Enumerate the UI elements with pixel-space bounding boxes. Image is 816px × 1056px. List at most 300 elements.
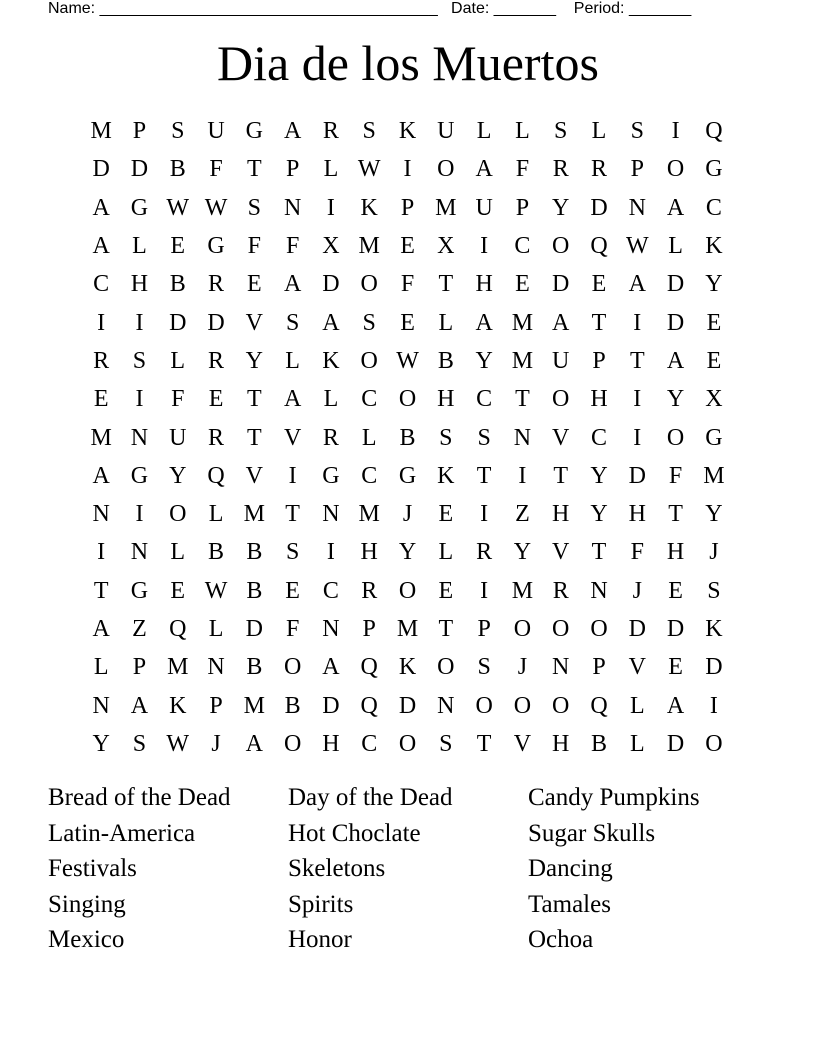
grid-letter: T [591,309,607,336]
grid-letter: G [130,577,149,604]
grid-letter: B [246,539,263,566]
grid-letter: U [169,424,187,451]
grid-letter: D [322,271,340,298]
grid-letter: O [398,730,417,757]
grid-letter: D [245,616,263,642]
grid-letter: L [208,616,224,642]
grid-letter: P [209,692,223,719]
grid-letter: N [92,501,110,528]
grid-letter: N [590,577,608,604]
grid-letter: C [705,194,722,221]
grid-letter: S [362,309,376,336]
grid-letter: F [285,616,300,642]
grid-letter: L [170,347,186,374]
grid-letter: B [591,730,608,757]
grid-letter: V [283,424,302,451]
grid-letter: P [132,118,147,145]
grid-letter: O [552,616,570,642]
grid-letter: H [590,386,608,413]
grid-letter: L [629,730,645,757]
grid-letter: Y [245,347,263,374]
grid-letter: C [361,462,378,489]
grid-letter: C [514,233,531,260]
grid-letter: D [666,271,685,298]
grid-row [82,686,733,724]
grid-letter: E [438,501,454,528]
grid-letter: I [326,194,335,221]
grid-letter: A [245,730,263,757]
grid-letter: H [360,539,378,566]
grid-letter: Y [590,501,608,528]
grid-letter: P [132,654,147,681]
grid-letter: R [208,271,225,298]
grid-letter: E [400,233,415,260]
grid-letter: F [630,539,644,566]
grid-letter: N [437,692,455,719]
grid-letter: E [285,577,300,604]
grid-letter: C [322,577,339,604]
word-list-item: Sugar Skulls [528,819,656,847]
grid-letter: T [285,501,300,528]
grid-letter: B [208,539,225,566]
grid-letter: O [513,616,532,642]
grid-letter: G [130,194,149,221]
grid-letter: E [208,386,224,413]
word-list-item: Spirits [288,890,354,918]
grid-letter: T [668,501,683,528]
grid-letter: M [511,347,534,374]
grid-letter: K [705,233,723,260]
grid-letter: P [515,194,530,221]
grid-letter: G [705,424,723,451]
grid-letter: H [475,271,493,298]
grid-letter: S [439,730,453,757]
grid-letter: Y [590,462,608,489]
grid-letter: S [554,118,568,145]
grid-letter: N [92,692,110,719]
grid-letter: I [135,309,144,336]
grid-letter: B [169,271,186,298]
grid-letter: D [628,616,646,642]
grid-letter: Q [207,462,225,489]
grid-row [82,533,733,571]
grid-letter: E [247,271,262,298]
grid-letter: I [326,539,335,566]
grid-letter: D [552,271,570,298]
grid-letter: M [511,309,534,336]
grid-row [82,380,733,418]
grid-letter: A [666,194,685,221]
grid-letter: W [625,233,649,260]
grid-letter: S [132,347,147,374]
grid-letter: K [398,118,417,145]
grid-letter: O [552,233,570,260]
word-list-item: Latin-America [48,819,196,847]
grid-letter: W [166,194,190,221]
grid-letter: K [705,616,723,642]
grid-row [82,457,733,495]
grid-letter: D [666,616,685,642]
grid-letter: S [132,730,147,757]
grid-letter: O [705,730,723,757]
grid-letter: I [97,539,106,566]
grid-letter: M [90,424,112,451]
grid-letter: L [438,539,454,566]
grid-letter: F [171,386,185,413]
grid-row [82,227,733,265]
grid-letter: H [666,539,685,566]
grid-letter: L [476,118,492,145]
grid-letter: E [400,309,415,336]
grid-letter: B [246,654,263,681]
grid-letter: G [705,156,723,183]
grid-letter: I [633,309,642,336]
grid-letter: W [357,156,381,183]
grid-letter: L [93,654,109,681]
grid-letter: M [243,692,265,719]
grid-letter: Q [360,654,378,681]
grid-letter: A [130,692,149,719]
grid-letter: F [285,233,300,260]
grid-letter: Z [132,616,147,642]
grid-letter: O [169,501,187,528]
grid-letter: E [170,577,186,604]
grid-letter: O [360,271,378,298]
word-list-item: Candy Pumpkins [528,784,700,811]
grid-letter: A [283,118,302,145]
grid-letter: H [552,730,570,757]
grid-letter: L [323,386,339,413]
grid-letter: K [169,692,187,719]
grid-letter: M [435,194,457,221]
grid-letter: X [437,233,455,260]
grid-letter: B [284,692,301,719]
grid-letter: Y [705,501,723,528]
grid-letter: M [167,654,189,681]
grid-letter: R [361,577,378,604]
word-list-item: Tamales [528,890,611,918]
grid-row [82,418,733,456]
grid-letter: Y [92,730,110,757]
grid-letter: F [209,156,223,183]
grid-letter: H [628,501,646,528]
grid-letter: U [552,347,570,374]
grid-letter: T [553,462,569,489]
grid-letter: U [437,118,455,145]
student-info-line: Name: ______________________________________ Date: _______ Period: _______ [48,0,692,17]
grid-letter: W [204,194,228,221]
grid-letter: O [590,616,608,642]
grid-letter: J [402,501,413,528]
grid-letter: L [361,424,377,451]
grid-letter: Z [515,501,530,528]
grid-letter: T [247,386,262,413]
grid-letter: Q [169,616,187,642]
grid-letter: O [552,386,570,413]
grid-letter: S [171,118,185,145]
grid-letter: R [552,577,569,604]
grid-letter: V [552,424,570,451]
grid-letter: M [358,501,380,528]
grid-letter: J [632,577,642,604]
grid-row [82,495,733,533]
grid-letter: Q [360,692,378,719]
grid-letter: O [666,156,685,183]
grid-letter: G [245,118,263,145]
grid-letter: I [480,233,489,260]
grid-letter: P [400,194,415,221]
grid-letter: M [358,233,380,260]
grid-letter: M [90,118,112,145]
grid-letter: Q [590,233,608,260]
grid-letter: G [130,462,149,489]
grid-letter: Y [666,386,685,413]
grid-letter: D [130,156,149,183]
grid-letter: I [97,309,106,336]
grid-letter: Y [475,347,493,374]
grid-letter: H [552,501,570,528]
grid-letter: A [283,271,302,298]
grid-letter: L [629,692,645,719]
grid-row [82,189,733,227]
grid-letter: E [706,309,722,336]
grid-letter: L [668,233,683,260]
grid-letter: M [703,462,725,489]
grid-letter: B [399,424,416,451]
grid-letter: N [322,616,340,642]
grid-letter: J [211,730,221,757]
grid-letter: D [666,730,685,757]
grid-letter: L [591,118,607,145]
grid-letter: D [169,309,187,336]
grid-letter: S [630,118,644,145]
grid-letter: K [360,194,378,221]
grid-letter: T [438,271,454,298]
grid-letter: Y [705,271,723,298]
grid-letter: O [437,654,455,681]
grid-letter: T [247,424,262,451]
grid-letter: I [633,424,642,451]
grid-letter: A [92,194,110,221]
grid-letter: H [322,730,340,757]
word-list-item: Singing [48,890,126,918]
grid-letter: M [243,501,265,528]
grid-letter: C [93,271,110,298]
grid-letter: N [322,501,340,528]
grid-letter: P [477,616,491,642]
grid-letter: D [322,692,340,719]
grid-letter: T [476,462,492,489]
word-list-item: Bread of the Dead [48,784,231,811]
grid-letter: S [247,194,262,221]
grid-letter: L [170,539,186,566]
grid-letter: X [322,233,340,260]
grid-letter: C [361,730,378,757]
word-list-item: Hot Choclate [288,819,421,847]
grid-letter: R [476,539,493,566]
grid-letter: E [438,577,454,604]
grid-row [82,150,733,188]
grid-letter: R [93,347,110,374]
grid-letter: B [246,577,263,604]
grid-letter: O [552,692,570,719]
grid-row [82,303,733,341]
grid-letter: O [283,730,302,757]
grid-letter: N [130,424,149,451]
word-list-item: Ochoa [528,926,594,954]
grid-letter: V [245,462,263,489]
grid-letter: L [285,347,300,374]
grid-letter: T [515,386,530,413]
grid-letter: M [396,616,419,642]
grid-letter: W [204,577,228,604]
grid-letter: I [403,156,412,183]
grid-letter: S [285,309,300,336]
grid-letter: K [437,462,455,489]
grid-letter: H [130,271,149,298]
grid-letter: O [283,654,302,681]
grid-letter: B [169,156,186,183]
grid-letter: V [628,654,646,681]
grid-letter: V [513,730,532,757]
grid-letter: D [705,654,723,681]
grid-letter: T [247,156,262,183]
grid-row [82,572,733,610]
grid-letter: O [398,386,417,413]
grid-letter: D [590,194,608,221]
grid-letter: T [438,616,454,642]
grid-letter: O [475,692,493,719]
grid-letter: I [671,118,680,145]
grid-row [82,610,733,648]
grid-letter: A [666,692,685,719]
grid-letter: R [322,424,339,451]
grid-letter: A [92,462,110,489]
word-list-item: Festivals [48,855,137,883]
grid-letter: D [666,309,685,336]
grid-letter: I [480,577,489,604]
grid-letter: F [400,271,415,298]
grid-letter: I [709,692,718,719]
grid-letter: E [668,654,683,681]
grid-letter: R [552,156,569,183]
grid-row [82,112,733,150]
grid-letter: Q [590,692,608,719]
grid-letter: P [285,156,300,183]
grid-letter: A [92,616,110,642]
grid-letter: A [475,156,493,183]
grid-letter: E [515,271,530,298]
grid-letter: O [513,692,532,719]
grid-letter: O [437,156,455,183]
grid-letter: A [628,271,646,298]
grid-row [82,342,733,380]
grid-letter: S [439,424,453,451]
grid-row [82,648,733,686]
grid-letter: I [135,501,144,528]
grid-letter: Y [513,539,532,566]
grid-letter: D [92,156,110,183]
grid-letter: R [591,156,608,183]
grid-letter: S [477,654,491,681]
word-list-item: Day of the Dead [288,784,453,811]
grid-letter: Q [705,118,723,145]
grid-letter: J [517,654,528,681]
grid-letter: D [398,692,417,719]
grid-row [82,725,733,763]
grid-letter: Y [398,539,417,566]
grid-letter: S [707,577,721,604]
grid-letter: T [93,577,109,604]
grid-letter: G [398,462,417,489]
word-search-grid [82,112,733,763]
grid-letter: H [437,386,455,413]
grid-letter: L [515,118,530,145]
grid-letter: P [592,654,606,681]
grid-letter: E [93,386,109,413]
grid-letter: V [552,539,570,566]
grid-letter: N [130,539,149,566]
grid-letter: I [518,462,527,489]
grid-letter: A [475,309,493,336]
grid-letter: F [247,233,262,260]
word-list-item: Dancing [528,855,613,883]
grid-letter: U [207,118,225,145]
grid-letter: N [207,654,225,681]
grid-letter: S [362,118,376,145]
grid-letter: A [322,309,340,336]
grid-letter: N [552,654,570,681]
grid-letter: A [92,233,110,260]
word-list-item: Mexico [48,926,125,954]
grid-letter: A [666,347,685,374]
grid-letter: L [208,501,224,528]
grid-row [82,265,733,303]
grid-letter: M [511,577,534,604]
grid-letter: W [396,347,419,374]
word-list-item: Honor [288,926,352,954]
grid-letter: Y [552,194,570,221]
grid-letter: A [322,654,340,681]
grid-letter: P [592,347,606,374]
grid-letter: G [322,462,340,489]
grid-letter: X [705,386,723,413]
page-title: Dia de los Muertos [217,35,599,91]
grid-letter: N [283,194,302,221]
grid-letter: N [628,194,646,221]
grid-letter: R [208,424,225,451]
grid-letter: R [322,118,339,145]
grid-letter: V [245,309,263,336]
grid-letter: B [437,347,454,374]
grid-letter: F [668,462,683,489]
word-list [48,780,788,958]
grid-letter: O [360,347,378,374]
grid-letter: P [362,616,376,642]
grid-letter: T [476,730,492,757]
grid-letter: A [283,386,302,413]
grid-letter: D [207,309,225,336]
grid-letter: I [633,386,642,413]
grid-letter: E [668,577,683,604]
grid-letter: L [323,156,339,183]
grid-letter: N [513,424,532,451]
grid-letter: W [166,730,190,757]
grid-letter: I [135,386,144,413]
grid-letter: D [628,462,646,489]
word-list-item: Skeletons [288,855,386,883]
grid-letter: F [515,156,530,183]
